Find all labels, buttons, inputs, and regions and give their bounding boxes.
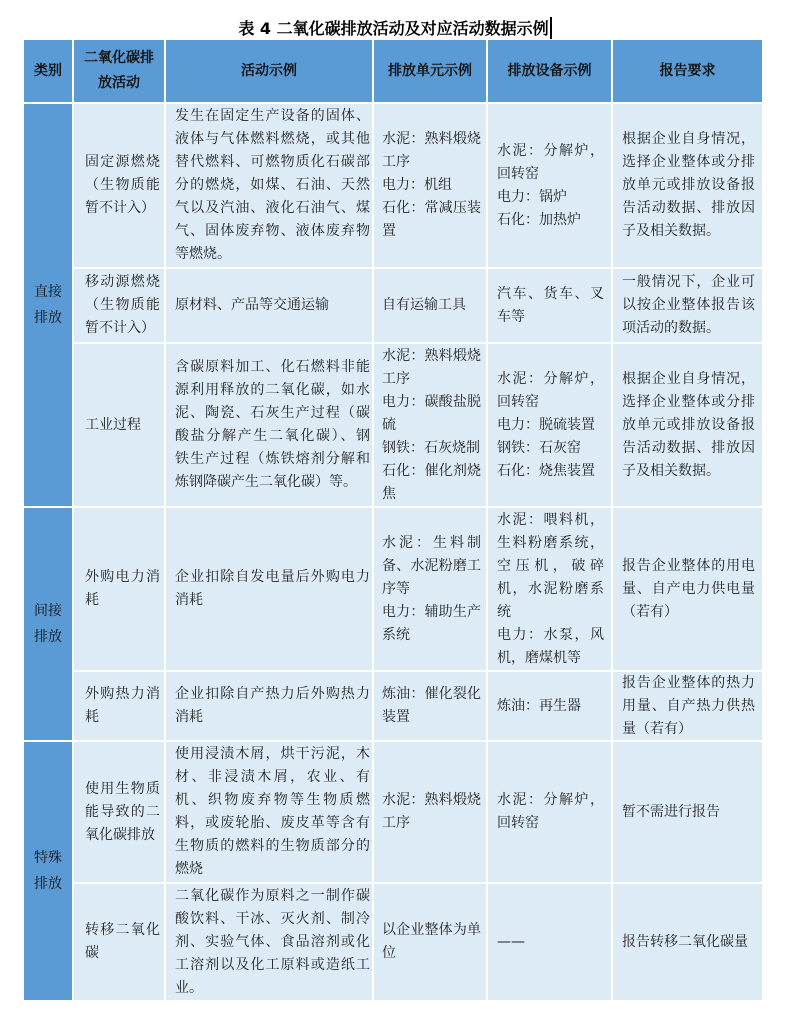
cell-paragraph — [615, 59, 760, 84]
cell-text-line: 选择企业整体或分排 — [622, 393, 755, 410]
cell-paragraph — [382, 601, 481, 647]
cell-text-line: 排放单元示例 — [388, 62, 472, 79]
cell-text-line: 备、水泥粉磨工 — [382, 557, 481, 574]
cell-text-line: （若有） — [622, 603, 678, 620]
activity-example-cell — [166, 884, 372, 1000]
cell-text-line: 移动源燃烧 — [85, 274, 160, 290]
header-activity-example — [166, 40, 372, 102]
cell-text-line: 含碳原料加工、化石燃料非能 — [175, 359, 370, 375]
cell-paragraph — [175, 683, 370, 729]
cell-text-line: 机，水泥粉磨系 — [497, 580, 604, 597]
report-requirement-cell — [613, 742, 762, 882]
cell-text-line: 企业扣除自发电量后外购电力 — [175, 569, 370, 585]
cell-paragraph — [382, 174, 481, 197]
activity-example-cell — [166, 742, 372, 882]
cell-text-line: 消耗 — [175, 709, 203, 725]
cell-text-line: 报告要求 — [659, 62, 716, 79]
cell-paragraph — [497, 209, 604, 232]
cell-text-line: 量（若有） — [622, 720, 692, 737]
emission-unit-cell — [374, 672, 486, 740]
activity-example-cell — [166, 344, 372, 506]
cell-paragraph — [497, 931, 604, 954]
header-emission-unit-example — [374, 40, 486, 102]
cell-text-line: 电力：水泵，风 — [497, 626, 604, 643]
cell-paragraph — [622, 555, 755, 624]
cell-paragraph — [497, 624, 604, 670]
cell-text-line: 气以及汽油、液化石油气、煤 — [175, 200, 370, 216]
cell-text-line: 外购电力消 — [85, 569, 160, 585]
cell-text-line: 气、固体废弃物、液体废弃物 — [175, 223, 370, 239]
cell-paragraph — [622, 801, 755, 824]
cell-paragraph — [26, 845, 70, 897]
header-report-requirement — [613, 40, 762, 102]
cell-text-line: 炼钢降碳产生二氧化碳）等。 — [175, 474, 357, 490]
cell-text-line: 水泥：熟料煅烧 — [382, 347, 481, 364]
cell-paragraph — [85, 414, 160, 437]
cell-text-line: 焦 — [382, 485, 396, 502]
cell-text-line: 料，或废轮胎、废皮革等含有 — [175, 815, 370, 831]
cell-text-line: 原材料、产品等交通运输 — [175, 297, 329, 313]
cell-text-line: 铁生产过程（炼铁熔剂分解和 — [175, 451, 370, 467]
cell-text-line: 耗 — [85, 709, 99, 725]
cell-text-line: 二氧化碳作为原料之一制作碳 — [175, 887, 370, 904]
cell-text-line: 一般情况下，企业可 — [622, 274, 755, 290]
cell-text-line: 排放 — [34, 629, 62, 645]
emission-unit-cell — [374, 742, 486, 882]
cell-text-line: 车等 — [497, 308, 525, 325]
emission-unit-cell — [374, 344, 486, 506]
activity-example-cell — [166, 672, 372, 740]
cell-text-line: 电力：辅助生产 — [382, 603, 481, 620]
header-emission-activity — [74, 40, 164, 102]
cell-text-line: 工序 — [382, 370, 410, 387]
cell-text-line: 告活动数据、排放因 — [622, 200, 755, 216]
cell-paragraph — [622, 368, 755, 483]
emission-unit-cell — [374, 104, 486, 267]
cell-text-line: 电力：锅炉 — [497, 188, 567, 205]
cell-text-line: 等燃烧。 — [175, 246, 231, 262]
cell-paragraph — [85, 683, 160, 729]
report-requirement-cell — [613, 508, 762, 670]
cell-text-line: 回转窑 — [497, 393, 539, 410]
header-emission-device-example — [488, 40, 611, 102]
report-requirement-cell — [613, 104, 762, 267]
cell-text-line: 外购热力消 — [85, 686, 160, 702]
cell-text-line: 装置 — [382, 709, 410, 725]
cell-text-line: 石化：加热炉 — [497, 211, 581, 228]
cell-text-line: 钢铁：石灰窑 — [497, 439, 581, 456]
cell-text-line: 以按企业整体报告该 — [622, 297, 755, 313]
cell-text-line: 二氧化碳排 — [84, 50, 154, 66]
emission-unit-cell — [374, 269, 486, 342]
activity-cell — [74, 508, 164, 670]
emissions-table — [24, 40, 762, 1000]
activity-example-cell — [166, 104, 372, 267]
category-special-emission — [24, 742, 72, 1000]
cell-text-line: 汽车、货车、叉 — [497, 285, 604, 302]
cell-paragraph — [490, 59, 609, 84]
cell-text-line: 暂不计入） — [85, 320, 155, 336]
cell-text-line: 转移二氧化 — [85, 922, 160, 938]
report-requirement-cell — [613, 269, 762, 342]
cell-text-line: 选择企业整体或分排 — [622, 154, 755, 170]
cell-text-line: 机，磨煤机等 — [497, 649, 581, 666]
category-indirect-emission — [24, 508, 72, 740]
cell-text-line: 排放 — [34, 310, 62, 326]
cell-text-line: 燃烧 — [175, 861, 203, 877]
cell-text-line: 项活动的数据。 — [622, 320, 720, 336]
cell-paragraph — [175, 885, 370, 1000]
cell-text-line: 根据企业自身情况， — [622, 370, 755, 387]
cell-text-line: 替代燃料、可燃物质化石碳部 — [175, 154, 370, 170]
cell-paragraph — [622, 672, 755, 741]
cell-text-line: 活动示例 — [241, 62, 297, 79]
cell-text-line: 间接 — [34, 603, 62, 619]
cell-paragraph — [497, 509, 604, 624]
cell-text-line: 工溶剂以及化工原料或造纸工 — [175, 956, 370, 973]
cell-text-line: 回转窑 — [497, 165, 539, 182]
cell-text-line: 工业过程 — [85, 416, 141, 433]
cell-text-line: 放单元或排放设备报 — [622, 177, 755, 193]
cell-text-line: 特殊 — [34, 850, 62, 866]
cell-text-line: 水泥：生料制 — [382, 534, 481, 551]
cell-text-line: 暂不需进行报告 — [622, 803, 720, 820]
cell-text-line: 水泥：熟料煅烧 — [382, 131, 481, 147]
cell-paragraph — [622, 271, 755, 340]
cell-text-line: 碳 — [85, 945, 99, 961]
cell-text-line: 排放设备示例 — [507, 62, 592, 79]
cell-paragraph — [85, 778, 160, 847]
cell-paragraph — [85, 566, 160, 612]
table-caption-text: 表 4 二氧化碳排放活动及对应活动数据示例 — [238, 19, 549, 38]
activity-cell — [74, 269, 164, 342]
report-requirement-cell — [613, 884, 762, 1000]
cell-text-line: 回转窑 — [497, 815, 539, 831]
cell-text-line: 工序 — [382, 815, 410, 831]
text-cursor — [550, 17, 552, 39]
emission-device-cell — [488, 344, 611, 506]
cell-text-line: 报告转移二氧化碳量 — [622, 933, 748, 950]
cell-paragraph — [497, 186, 604, 209]
cell-text-line: 能导致的二 — [85, 803, 160, 820]
cell-text-line: 企业扣除自产热力后外购热力 — [175, 686, 370, 702]
cell-text-line: 硫 — [382, 416, 396, 433]
cell-text-line: 位 — [382, 945, 396, 961]
cell-text-line: 分的燃烧，如煤、石油、天然 — [175, 177, 370, 193]
cell-paragraph — [497, 368, 604, 414]
activity-example-cell — [166, 508, 372, 670]
cell-text-line: 氧化碳排放 — [85, 826, 155, 843]
cell-text-line: 水泥：喂料机， — [497, 511, 604, 528]
cell-paragraph — [382, 345, 481, 391]
cell-text-line: 水泥：分解炉， — [497, 370, 604, 387]
activity-cell — [74, 884, 164, 1000]
cell-text-line: （生物质能 — [85, 177, 160, 193]
cell-text-line: 生料粉磨系统， — [497, 534, 604, 551]
cell-text-line: 剂、实验气体、食品溶剂或化 — [175, 933, 370, 950]
cell-text-line: 系统 — [382, 626, 410, 643]
cell-text-line: 使用浸渍木屑，烘干污泥，木 — [175, 746, 370, 762]
cell-text-line: 用量、自产热力供热 — [622, 697, 755, 714]
cell-text-line: 电力：脱硫装置 — [497, 416, 595, 433]
header-category — [24, 40, 72, 102]
cell-text-line: 排放 — [34, 876, 62, 892]
cell-text-line: 类别 — [34, 62, 62, 79]
cell-text-line: 材、非浸渍木屑，农业、有 — [175, 769, 370, 785]
activity-cell — [74, 344, 164, 506]
cell-text-line: 酸饮料、干冰、灭火剂、制冷 — [175, 910, 370, 927]
activity-cell — [74, 104, 164, 267]
activity-cell — [74, 672, 164, 740]
cell-paragraph — [497, 283, 604, 329]
cell-text-line: 液体与气体燃料燃烧，或其他 — [175, 131, 370, 147]
cell-paragraph — [497, 437, 604, 460]
cell-paragraph — [175, 105, 370, 266]
cell-text-line: 石化：烧焦装置 — [497, 462, 595, 479]
cell-text-line: 自有运输工具 — [382, 297, 466, 313]
cell-text-line: 以企业整体为单 — [382, 922, 481, 938]
cell-text-line: 机、织物废弃物等生物质燃 — [175, 792, 370, 808]
cell-paragraph — [85, 151, 160, 220]
cell-text-line: 耗 — [85, 592, 99, 608]
cell-paragraph — [497, 460, 604, 483]
cell-text-line: 直接 — [34, 284, 62, 300]
cell-paragraph — [26, 59, 70, 84]
cell-text-line: 暂不计入） — [85, 200, 155, 216]
activity-example-cell — [166, 269, 372, 342]
cell-paragraph — [497, 695, 604, 718]
cell-paragraph — [168, 59, 370, 84]
cell-text-line: 放单元或排放设备报 — [622, 416, 755, 433]
category-direct-emission — [24, 104, 72, 506]
cell-text-line: 量、自产电力供电量 — [622, 580, 755, 597]
cell-paragraph — [382, 128, 481, 174]
cell-text-line: 电力：碳酸盐脱 — [382, 393, 481, 410]
cell-paragraph — [175, 294, 370, 317]
cell-paragraph — [76, 46, 162, 96]
emission-device-cell — [488, 104, 611, 267]
cell-text-line: 子及相关数据。 — [622, 223, 720, 239]
cell-text-line: 工序 — [382, 154, 410, 170]
cell-text-line: 序等 — [382, 580, 410, 597]
cell-text-line: 石化：催化剂烧 — [382, 462, 481, 479]
cell-text-line: 石化：常减压装 — [382, 200, 481, 216]
cell-text-line: 水泥：分解炉， — [497, 142, 604, 159]
cell-text-line: 置 — [382, 223, 396, 239]
cell-paragraph — [622, 931, 755, 954]
cell-text-line: 使用生物质 — [85, 780, 160, 797]
cell-paragraph — [382, 437, 481, 460]
cell-text-line: 告活动数据、排放因 — [622, 439, 755, 456]
cell-text-line: 水泥：熟料煅烧 — [382, 792, 481, 808]
cell-paragraph — [497, 789, 604, 835]
report-requirement-cell — [613, 344, 762, 506]
cell-text-line: 钢铁：石灰烧制 — [382, 439, 480, 456]
cell-text-line: 统 — [497, 603, 511, 620]
emission-device-cell — [488, 508, 611, 670]
cell-paragraph — [85, 271, 160, 340]
cell-text-line: 发生在固定生产设备的固体、 — [175, 108, 370, 124]
cell-text-line: 源利用释放的二氧化碳，如水 — [175, 382, 370, 398]
table-caption — [0, 16, 790, 42]
cell-text-line: 酸盐分解产生二氧化碳）、钢 — [175, 428, 370, 444]
cell-text-line: —— — [497, 933, 525, 950]
cell-paragraph — [382, 532, 481, 601]
cell-text-line: 报告企业整体的热力 — [622, 674, 755, 691]
cell-paragraph — [26, 279, 70, 331]
emission-unit-cell — [374, 508, 486, 670]
cell-text-line: 水泥：分解炉， — [497, 792, 604, 808]
cell-paragraph — [85, 919, 160, 965]
cell-paragraph — [26, 598, 70, 650]
emission-device-cell — [488, 269, 611, 342]
cell-paragraph — [175, 566, 370, 612]
cell-text-line: 电力：机组 — [382, 177, 452, 193]
cell-paragraph — [382, 391, 481, 437]
cell-text-line: 空压机，破碎 — [497, 557, 604, 574]
cell-text-line: 炼油：再生器 — [497, 697, 581, 714]
cell-paragraph — [497, 140, 604, 186]
emission-device-cell — [488, 884, 611, 1000]
cell-text-line: 子及相关数据。 — [622, 462, 720, 479]
emission-device-cell — [488, 742, 611, 882]
cell-text-line: 固定源燃烧 — [85, 154, 160, 170]
cell-text-line: 泥、陶瓷、石灰生产过程（碳 — [175, 405, 370, 421]
cell-paragraph — [382, 294, 481, 317]
cell-text-line: 报告企业整体的用电 — [622, 557, 755, 574]
cell-paragraph — [382, 460, 481, 506]
cell-paragraph — [175, 356, 370, 494]
cell-paragraph — [376, 59, 484, 84]
cell-text-line: 消耗 — [175, 592, 203, 608]
cell-paragraph — [382, 683, 481, 729]
cell-paragraph — [175, 743, 370, 881]
cell-text-line: 根据企业自身情况， — [622, 131, 755, 147]
cell-text-line: 放活动 — [98, 75, 140, 91]
cell-paragraph — [622, 128, 755, 243]
emission-device-cell — [488, 672, 611, 740]
cell-paragraph — [382, 197, 481, 243]
cell-text-line: 生物质的燃料的生物质部分的 — [175, 838, 370, 854]
report-requirement-cell — [613, 672, 762, 740]
cell-paragraph — [382, 789, 481, 835]
activity-cell — [74, 742, 164, 882]
cell-text-line: （生物质能 — [85, 297, 160, 313]
cell-text-line: 炼油：催化裂化 — [382, 686, 481, 702]
cell-paragraph — [382, 919, 481, 965]
emission-unit-cell — [374, 884, 486, 1000]
cell-text-line: 业。 — [175, 979, 203, 996]
cell-paragraph — [497, 414, 604, 437]
